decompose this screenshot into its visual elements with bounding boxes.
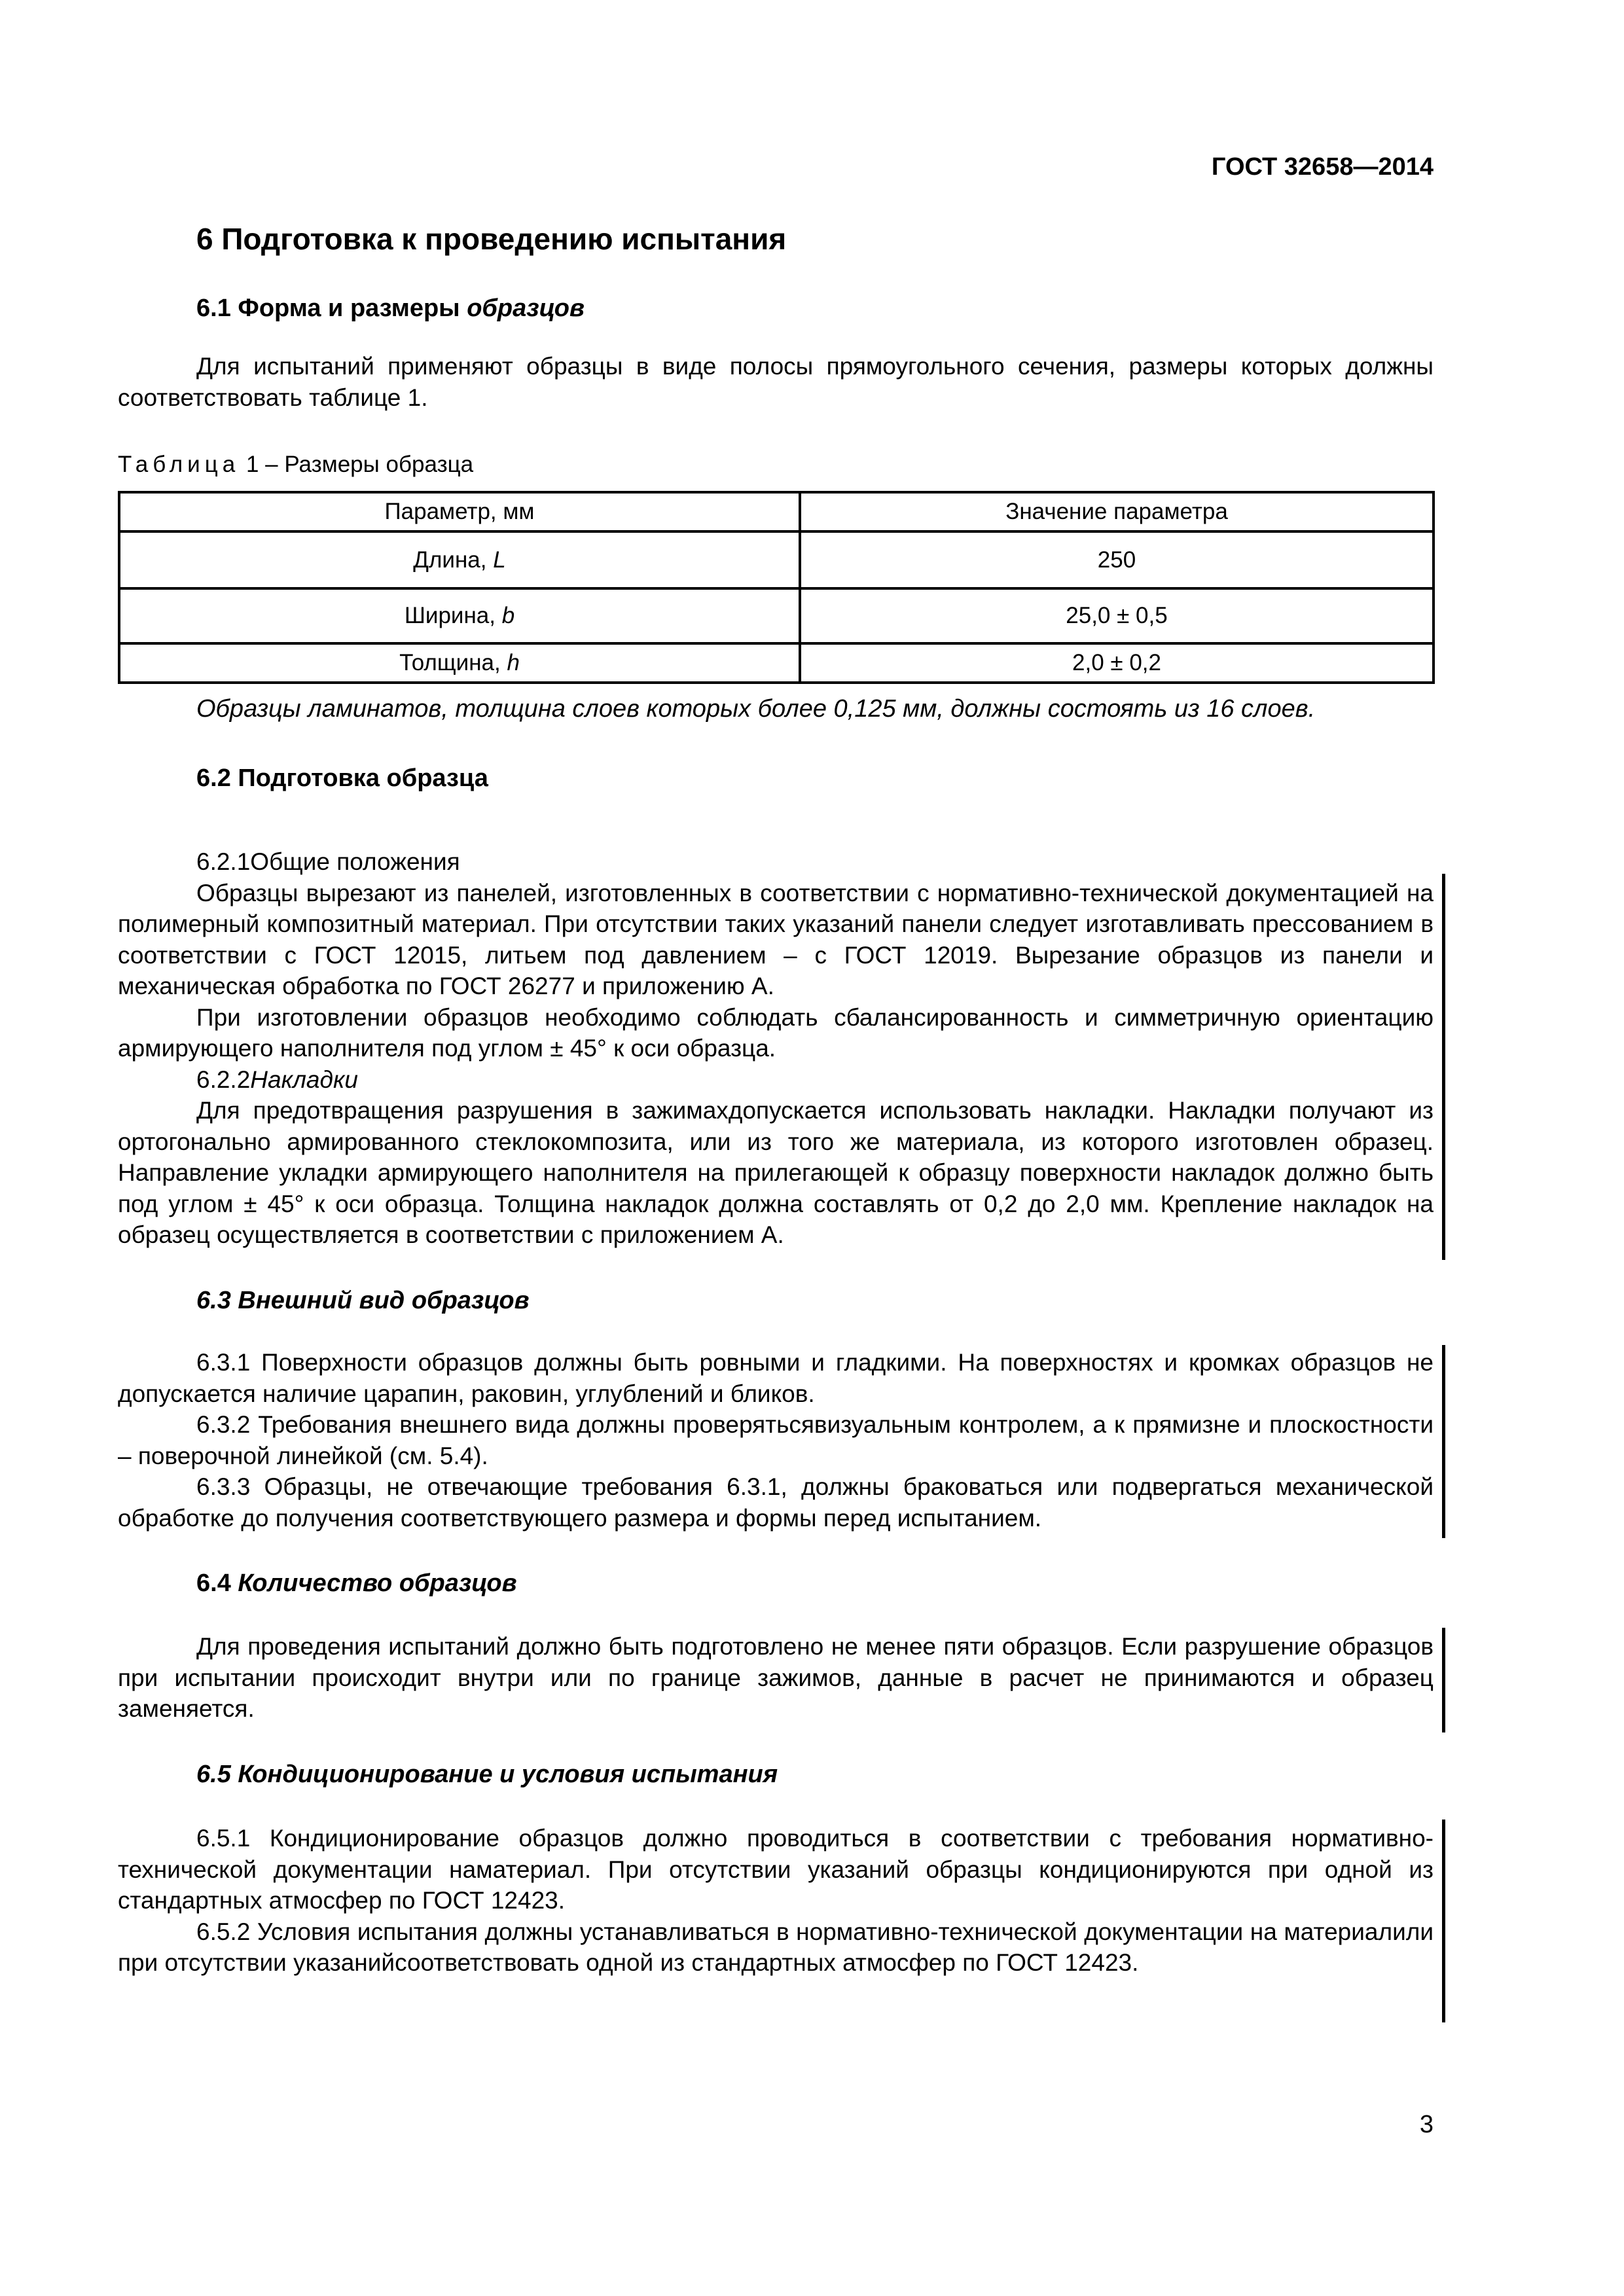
paragraph: Для испытаний применяют образцы в виде полосы прямоугольного сечения, размеры которых должны соответствовать таблице 1.	[118, 353, 1434, 411]
document-header: ГОСТ 32658—2014	[1211, 153, 1434, 181]
change-bar	[1442, 1820, 1445, 2022]
section-6-1-text	[118, 351, 1434, 413]
section-6-2-text	[118, 846, 1434, 1251]
table-caption	[118, 452, 473, 478]
table-caption-rest: 1 – Размеры образца	[240, 452, 474, 477]
paragraph: Для предотвращения разрушения в зажимахдопускается использовать накладки. Накладки получают из ортогонально армированного стеклокомпозита, или из того же материала, из которого изготовлен образец. Направление укладки армирующего наполнителя на прилегающей к образцу поверхности накладок должно быть под углом ± 45° к оси образца. Толщина накладок должна составлять от 0,2 до 2,0 мм. Крепление накладок на образец осуществляется в соответствии с приложением А.	[118, 1097, 1434, 1248]
subclause-title: Накладки	[250, 1066, 359, 1093]
table-header-cell: Значение параметра	[800, 492, 1434, 531]
table-header-row	[119, 492, 1434, 531]
param-symbol: L	[493, 547, 506, 573]
param-name: Ширина,	[404, 603, 502, 628]
paragraph: 6.3.2 Требования внешнего вида должны проверятьсявизуальным контролем, а к прямизне и плоскостности – поверочной линейкой (см. 5.4).	[118, 1411, 1434, 1469]
paragraph: 6.5.2 Условия испытания должны устанавливаться в нормативно-технической документации на материалили при отсутствии указанийсоответствовать одной из стандартных атмосфер по ГОСТ 12423.	[118, 1918, 1434, 1976]
table-cell: 25,0 ± 0,5	[800, 588, 1434, 643]
section-6-1-title	[196, 295, 585, 323]
table-row	[119, 588, 1434, 643]
table-caption-label: Таблица	[118, 452, 240, 477]
change-bar	[1442, 1345, 1445, 1538]
paragraph: 6.3.1 Поверхности образцов должны быть ровными и гладкими. На поверхностях и кромках образцов не допускается наличие царапин, раковин, углублений и бликов.	[118, 1349, 1434, 1407]
section-6-4-title-plain: 6.4	[196, 1570, 238, 1597]
page-number: 3	[1419, 2111, 1434, 2138]
table-cell	[119, 531, 800, 588]
param-symbol: b	[501, 603, 515, 628]
change-bar	[1442, 1628, 1445, 1732]
paragraph: При изготовлении образцов необходимо соблюдать сбалансированность и симметричную ориентацию армирующего наполнителя под углом ± 45° к оси образца.	[118, 1003, 1434, 1062]
section-6-title: 6 Подготовка к проведению испытания	[196, 222, 787, 256]
paragraph	[118, 1064, 1434, 1096]
param-name: Толщина,	[399, 650, 507, 675]
section-6-4-text	[118, 1631, 1434, 1725]
table-row	[119, 643, 1434, 683]
table-cell	[119, 588, 800, 643]
change-bar	[1442, 874, 1445, 1260]
section-6-4-title-italic: Количество образцов	[238, 1570, 517, 1597]
section-6-5-title: 6.5 Кондиционирование и условия испытания	[196, 1761, 778, 1788]
section-6-5-text	[118, 1823, 1434, 1979]
table-header-cell: Параметр, мм	[119, 492, 800, 531]
section-6-1-title-italic: образцов	[467, 295, 585, 322]
dimensions-table	[118, 491, 1435, 684]
section-6-3-text	[118, 1347, 1434, 1534]
section-6-1-title-plain: 6.1 Форма и размеры	[196, 295, 467, 322]
param-name: Длина,	[413, 547, 494, 573]
table-cell: 250	[800, 531, 1434, 588]
paragraph: 6.5.1 Кондиционирование образцов должно проводиться в соответствии с требования нормативно-технической документации наматериал. При отсутствии указаний образцы кондиционируются при одной из стандартных атмосфер по ГОСТ 12423.	[118, 1825, 1434, 1914]
section-6-3-title: 6.3 Внешний вид образцов	[196, 1287, 530, 1314]
paragraph: 6.2.1Общие положения	[196, 848, 460, 875]
section-6-2-title: 6.2 Подготовка образца	[196, 764, 488, 792]
table-note: Образцы ламинатов, толщина слоев которых более 0,125 мм, должны состоять из 16 слоев.	[196, 695, 1316, 723]
paragraph: Образцы вырезают из панелей, изготовленных в соответствии с нормативно-технической документацией на полимерный композитный материал. При отсутствии таких указаний панели следует изготавливать прессованием в соответствии с ГОСТ 12015, литьем под давлением – с ГОСТ 12019. Вырезание образцов из панели и механическая обработка по ГОСТ 26277 и приложению А.	[118, 879, 1434, 999]
paragraph: 6.3.3 Образцы, не отвечающие требования 6.3.1, должны браковаться или подвергаться механической обработке до получения соответствующего размера и формы перед испытанием.	[118, 1473, 1434, 1532]
paragraph: Для проведения испытаний должно быть подготовлено не менее пяти образцов. Если разрушение образцов при испытании происходит внутри или по границе зажимов, данные в расчет не принимаются и образец заменяется.	[118, 1633, 1434, 1722]
param-symbol: h	[507, 650, 520, 675]
table-cell: 2,0 ± 0,2	[800, 643, 1434, 683]
section-6-4-title	[196, 1570, 517, 1598]
table-cell	[119, 643, 800, 683]
subclause-number: 6.2.2	[196, 1066, 251, 1093]
table-row	[119, 531, 1434, 588]
